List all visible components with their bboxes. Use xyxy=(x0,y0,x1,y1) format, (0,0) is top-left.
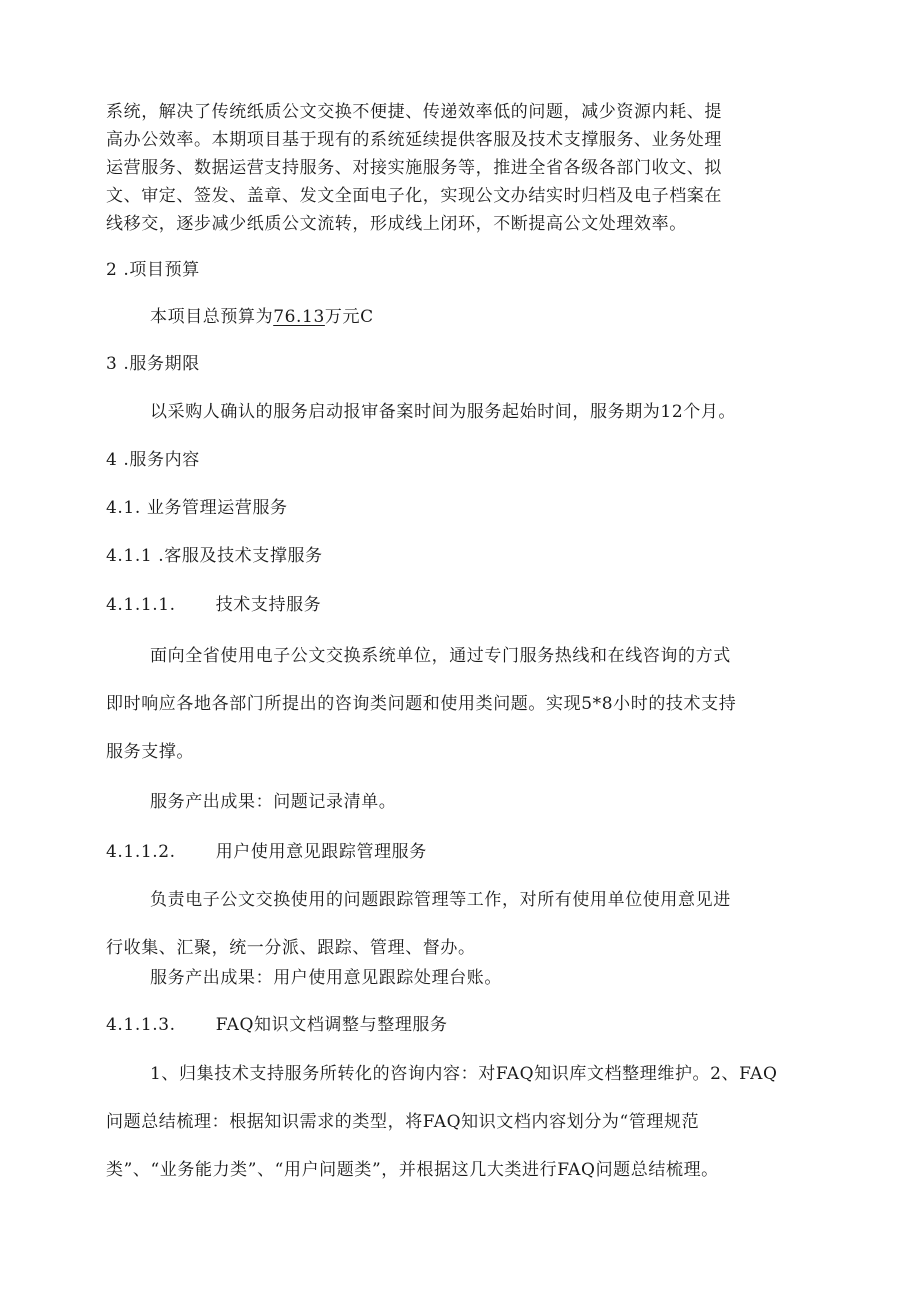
budget-text-before: 本项目总预算为 xyxy=(150,307,274,327)
intro-line-5: 线移交，逐步减少纸质公文流转，形成线上闭环，不断提高公文处理效率。 xyxy=(106,214,687,234)
intro-line-4: 文、审定、签发、盖章、发文全面电子化，实现公文办结实时归档及电子档案在 xyxy=(106,186,722,206)
content-sub1-heading: 4.1. 业务管理运营服务 xyxy=(106,498,288,518)
item3-para-line-3: 类”、“业务能力类”、“用户问题类”，并根据这几大类进行FAQ问题总结梳理。 xyxy=(106,1160,719,1180)
item2-title: 用户使用意见跟踪管理服务 xyxy=(215,842,427,862)
item1-heading xyxy=(106,593,321,617)
item1-para-line-2: 即时响应各地各部门所提出的咨询类问题和使用类问题。实现5*8小时的技术支持 xyxy=(106,694,737,714)
budget-heading: 2 .项目预算 xyxy=(106,260,200,280)
period-heading: 3 .服务期限 xyxy=(106,354,200,374)
budget-text-after: 万元C xyxy=(324,307,374,327)
item3-para-line-1: 1、归集技术支持服务所转化的咨询内容：对FAQ知识库文档整理维护。2、FAQ xyxy=(150,1064,778,1084)
budget-amount: 76.13 xyxy=(273,307,325,327)
item2-heading xyxy=(106,840,427,864)
item3-number: 4.1.1.3. xyxy=(106,1015,176,1035)
item1-output: 服务产出成果：问题记录清单。 xyxy=(150,792,397,812)
item1-para-line-1: 面向全省使用电子公文交换系统单位，通过专门服务热线和在线咨询的方式 xyxy=(150,646,731,666)
item1-para-line-3: 服务支撑。 xyxy=(106,742,194,762)
intro-line-3: 运营服务、数据运营支持服务、对接实施服务等，推进全省各级各部门收文、拟 xyxy=(106,158,722,178)
intro-line-1: 系统，解决了传统纸质公文交换不便捷、传递效率低的问题，减少资源内耗、提 xyxy=(106,102,722,122)
item2-para-line-1: 负责电子公文交换使用的问题跟踪管理等工作，对所有使用单位使用意见进 xyxy=(150,890,731,910)
item3-para-line-2: 问题总结梳理：根据知识需求的类型，将FAQ知识文档内容划分为“管理规范 xyxy=(106,1112,700,1132)
item2-output: 服务产出成果：用户使用意见跟踪处理台账。 xyxy=(150,968,502,988)
intro-line-2: 高办公效率。本期项目基于现有的系统延续提供客服及技术支撑服务、业务处理 xyxy=(106,130,722,150)
item1-title: 技术支持服务 xyxy=(215,595,322,615)
budget-paragraph xyxy=(150,305,374,329)
item3-heading xyxy=(106,1013,448,1037)
item2-number: 4.1.1.2. xyxy=(106,842,176,862)
period-paragraph: 以采购人确认的服务启动报审备案时间为服务起始时间，服务期为12个月。 xyxy=(150,402,737,422)
item1-number: 4.1.1.1. xyxy=(106,595,176,615)
content-heading: 4 .服务内容 xyxy=(106,450,200,470)
content-sub1-1-heading: 4.1.1 .客服及技术支撑服务 xyxy=(106,546,323,566)
item3-title: FAQ知识文档调整与整理服务 xyxy=(215,1015,448,1035)
item2-para-line-2: 行收集、汇聚，统一分派、跟踪、管理、督办。 xyxy=(106,938,476,958)
